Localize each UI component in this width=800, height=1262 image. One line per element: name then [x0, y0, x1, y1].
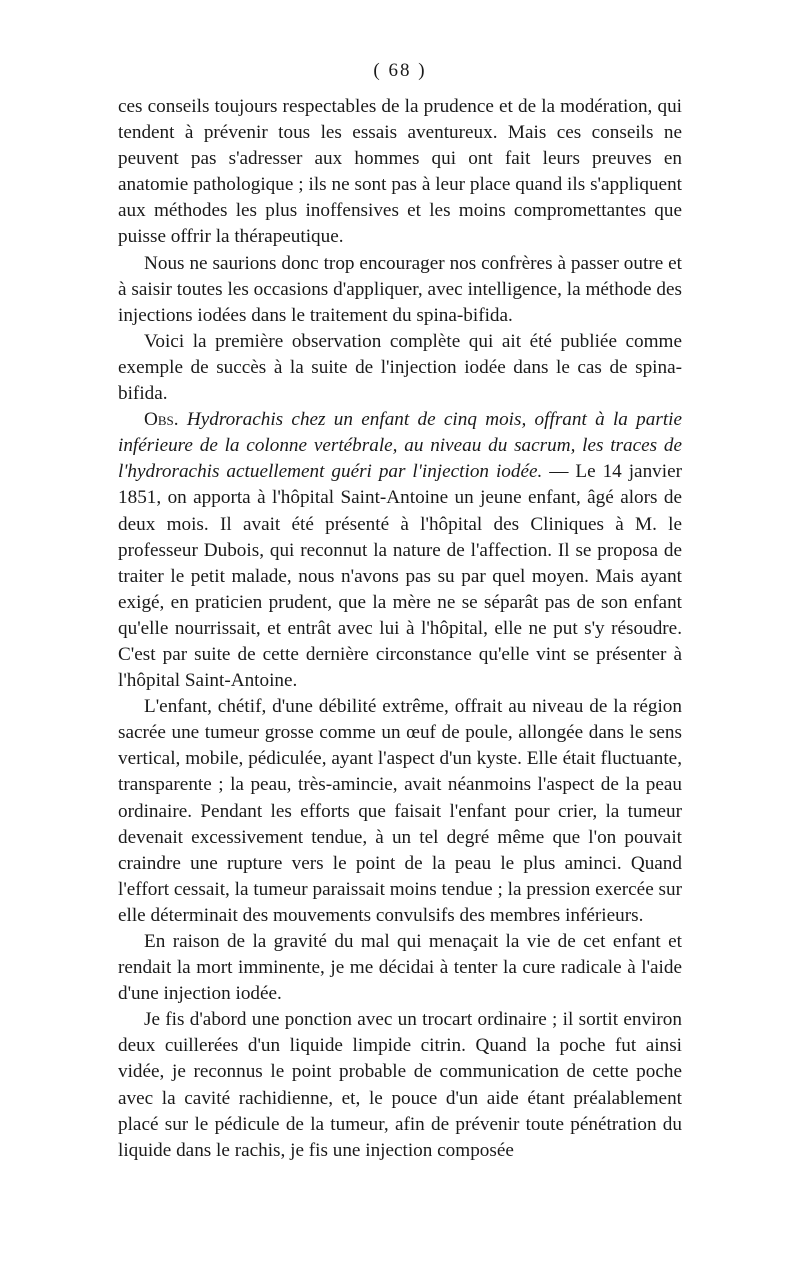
page-number: ( 68 ) [373, 60, 427, 81]
book-page [118, 58, 682, 1164]
paragraph-encouragement: Nous ne saurions donc trop encourager nos confrères à passer outre et à saisir toutes les occasions d'appliquer, avec intelligence, la méthode des injections iodées dans le traitement du spina-bifida. [118, 252, 682, 326]
paragraph-decision: En raison de la gravité du mal qui menaçait la vie de cet enfant et rendait la mort imminente, je me décidai à tenter la cure radicale à l'aide d'une injection iodée. [118, 931, 682, 1005]
observation-paragraph [118, 407, 682, 694]
paragraph-continuation: ces conseils toujours respectables de la prudence et de la modération, qui tendent à prévenir tous les essais aventureux. Mais ces conseils ne peuvent pas s'adresser aux hommes qui ont fait leurs preuves en anatomie pathologique ; ils ne sont pas à leur place quand ils s'appliquent aux méthodes les plus inoffensives et les moins compromettantes que puisse offrir la thérapeutique. [118, 96, 682, 248]
observation-title: Hydrorachis chez un enfant de cinq mois, offrant à la partie inférieure de la colonne vertébrale, au niveau du sacrum, les traces de l'hydrorachis actuellement guéri par l'injection iodée. [118, 409, 683, 483]
paragraph-intro-observation: Voici la première observation complète qui ait été publiée comme exemple de succès à la suite de l'injection iodée dans le cas de spina-bifida. [118, 330, 682, 405]
paragraph-tumor-description: L'enfant, chétif, d'une débilité extrême, offrait au niveau de la région sacrée une tumeur grosse comme un œuf de poule, allongée dans le sens vertical, mobile, pédiculée, ayant l'aspect d'un kyste. Elle était fluctuante, transparente ; la peau, très-amincie, avait néanmoins l'aspect de la peau ordinaire. Pendant les efforts que faisait l'enfant pour crier, la tumeur devenait excessivement tendue, à un tel degré même que l'on pouvait craindre une rupture vers le point de la peau le plus aminci. Quand l'effort cessait, la tumeur paraissait moins tendue ; la pression exercée sur elle déterminait des mouvements convulsifs des membres inférieurs. [118, 696, 682, 926]
paragraph-procedure: Je fis d'abord une ponction avec un trocart ordinaire ; il sortit environ deux cuillerées d'un liquide limpide citrin. Quand la poche fut ainsi vidée, je reconnus le point probable de communication de cette poche avec la cavité rachidienne, et, le pouce d'un aide étant préalablement placé sur le pédicule de la tumeur, afin de prévenir toute pénétration du liquide dans le rachis, je fis une injection composée [118, 1009, 682, 1161]
observation-body: — Le 14 janvier 1851, on apporta à l'hôpital Saint-Antoine un jeune enfant, âgé alors de deux mois. Il avait été présenté à l'hôpital des Cliniques à M. le professeur Dubois, qui reconnut la nature de l'affection. Il se proposa de traiter le petit malade, nous n'avons pas su par quel moyen. Mais ayant exigé, en praticien prudent, que la mère ne se séparât pas de son enfant qu'elle nourrissait, et entrât avec lui à l'hôpital, elle ne put s'y résoudre. C'est par suite de cette dernière circonstance qu'elle vint se présenter à l'hôpital Saint-Antoine. [118, 461, 682, 692]
observation-label: Obs. [144, 409, 179, 431]
